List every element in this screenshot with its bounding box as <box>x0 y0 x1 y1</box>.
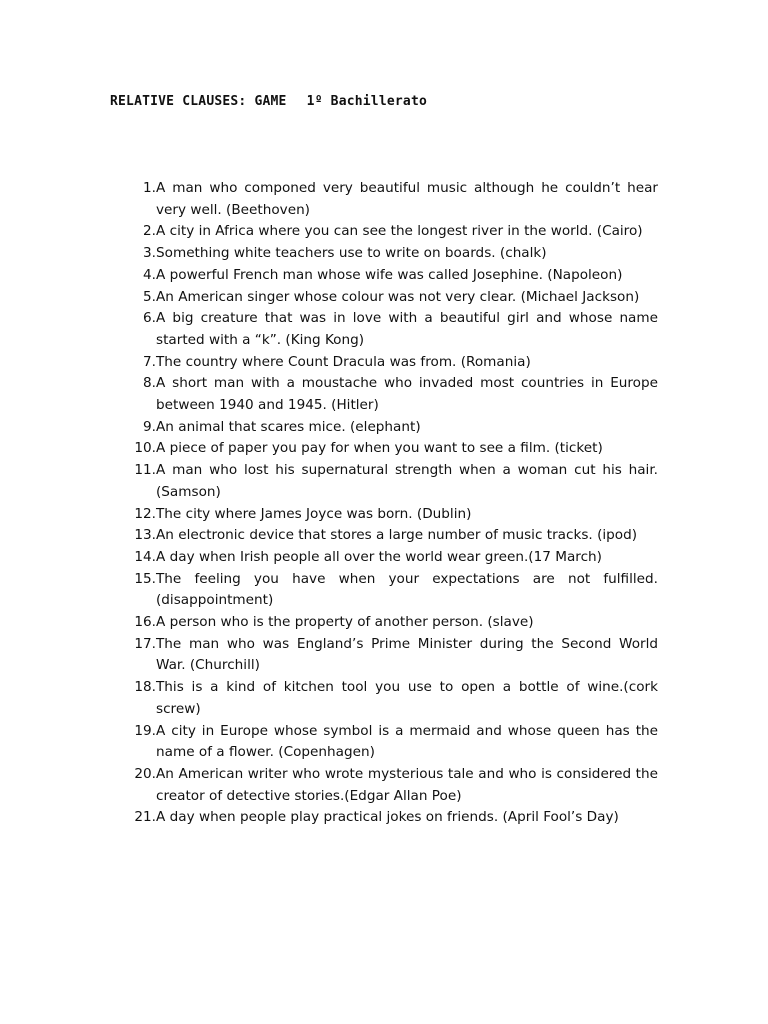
question-text: An American singer whose colour was not very clear. (Michael Jackson) <box>156 288 640 305</box>
question-text: A city in Africa where you can see the longest river in the world. (Cairo) <box>156 223 643 240</box>
list-item <box>126 438 658 460</box>
question-number: 18. <box>134 679 156 696</box>
list-item <box>126 807 658 829</box>
question-text: An American writer who wrote mysterious tale and who is considered the creator of detective stories.(Edgar Allan Poe) <box>156 765 658 804</box>
question-text: A short man with a moustache who invaded most countries in Europe between 1940 and 1945. (Hitler) <box>156 375 658 414</box>
question-number: 2. <box>143 223 156 240</box>
list-item <box>126 178 658 221</box>
question-number: 11. <box>134 462 156 479</box>
question-text: Something white teachers use to write on boards. (chalk) <box>156 245 547 262</box>
question-text: A powerful French man whose wife was called Josephine. (Napoleon) <box>156 266 623 283</box>
question-number: 12. <box>134 505 156 522</box>
question-text: A piece of paper you pay for when you want to see a film. (ticket) <box>156 440 603 457</box>
question-text: The man who was England’s Prime Minister during the Second World War. (Churchill) <box>156 635 658 674</box>
question-number: 9. <box>143 418 156 435</box>
list-item <box>126 634 658 677</box>
list-item <box>126 243 658 265</box>
question-text: A day when people play practical jokes on friends. (April Fool’s Day) <box>156 809 619 826</box>
list-item <box>126 612 658 634</box>
question-text: A man who lost his supernatural strength when a woman cut his hair. (Samson) <box>156 462 658 500</box>
title-text: RELATIVE CLAUSES: GAME <box>110 94 287 109</box>
question-number: 19. <box>134 722 156 739</box>
list-item <box>126 373 658 416</box>
question-number: 17. <box>134 635 156 652</box>
list-item <box>126 677 658 720</box>
question-number: 8. <box>143 375 156 392</box>
question-number: 3. <box>143 245 156 262</box>
list-item <box>126 504 658 526</box>
question-number: 20. <box>134 765 156 782</box>
question-text: The country where Count Dracula was from. (Romania) <box>156 353 531 370</box>
question-number: 15. <box>134 570 156 587</box>
page-title <box>110 94 427 109</box>
question-text: The feeling you have when your expectations are not fulfilled. (disappointment) <box>156 570 658 609</box>
question-number: 1. <box>143 180 156 196</box>
question-number: 7. <box>143 353 156 370</box>
question-number: 6. <box>143 310 156 327</box>
question-list <box>126 178 658 829</box>
list-item <box>126 417 658 439</box>
question-text: An electronic device that stores a large number of music tracks. (ipod) <box>156 527 638 544</box>
list-item <box>126 764 658 807</box>
question-number: 10. <box>134 440 156 457</box>
list-item <box>126 547 658 569</box>
question-text: A person who is the property of another person. (slave) <box>156 614 534 631</box>
list-item <box>126 721 658 764</box>
question-number: 5. <box>143 288 156 305</box>
question-text: A day when Irish people all over the world wear green.(17 March) <box>156 548 602 565</box>
list-item <box>126 352 658 374</box>
question-number: 14. <box>134 548 156 565</box>
question-text: A man who componed very beautiful music although he couldn’t hear very well. (Beethoven) <box>156 180 658 218</box>
question-number: 21. <box>134 809 156 826</box>
course-level: 1º Bachillerato <box>306 94 427 109</box>
question-number: 13. <box>134 527 156 544</box>
question-text: A big creature that was in love with a beautiful girl and whose name started with a “k”. (King Kong) <box>156 310 658 348</box>
question-text: A city in Europe whose symbol is a mermaid and whose queen has the name of a flower. (Copenhagen) <box>156 722 658 761</box>
question-number: 4. <box>143 266 156 283</box>
list-item <box>126 287 658 309</box>
question-text: This is a kind of kitchen tool you use to open a bottle of wine.(cork screw) <box>156 679 658 717</box>
question-text: An animal that scares mice. (elephant) <box>156 418 421 435</box>
list-item <box>126 221 658 243</box>
list-item <box>126 308 658 351</box>
question-text: The city where James Joyce was born. (Dublin) <box>156 505 472 522</box>
list-item <box>126 525 658 547</box>
question-number: 16. <box>134 614 156 631</box>
list-item <box>126 265 658 287</box>
list-item <box>126 460 658 503</box>
list-item <box>126 569 658 612</box>
